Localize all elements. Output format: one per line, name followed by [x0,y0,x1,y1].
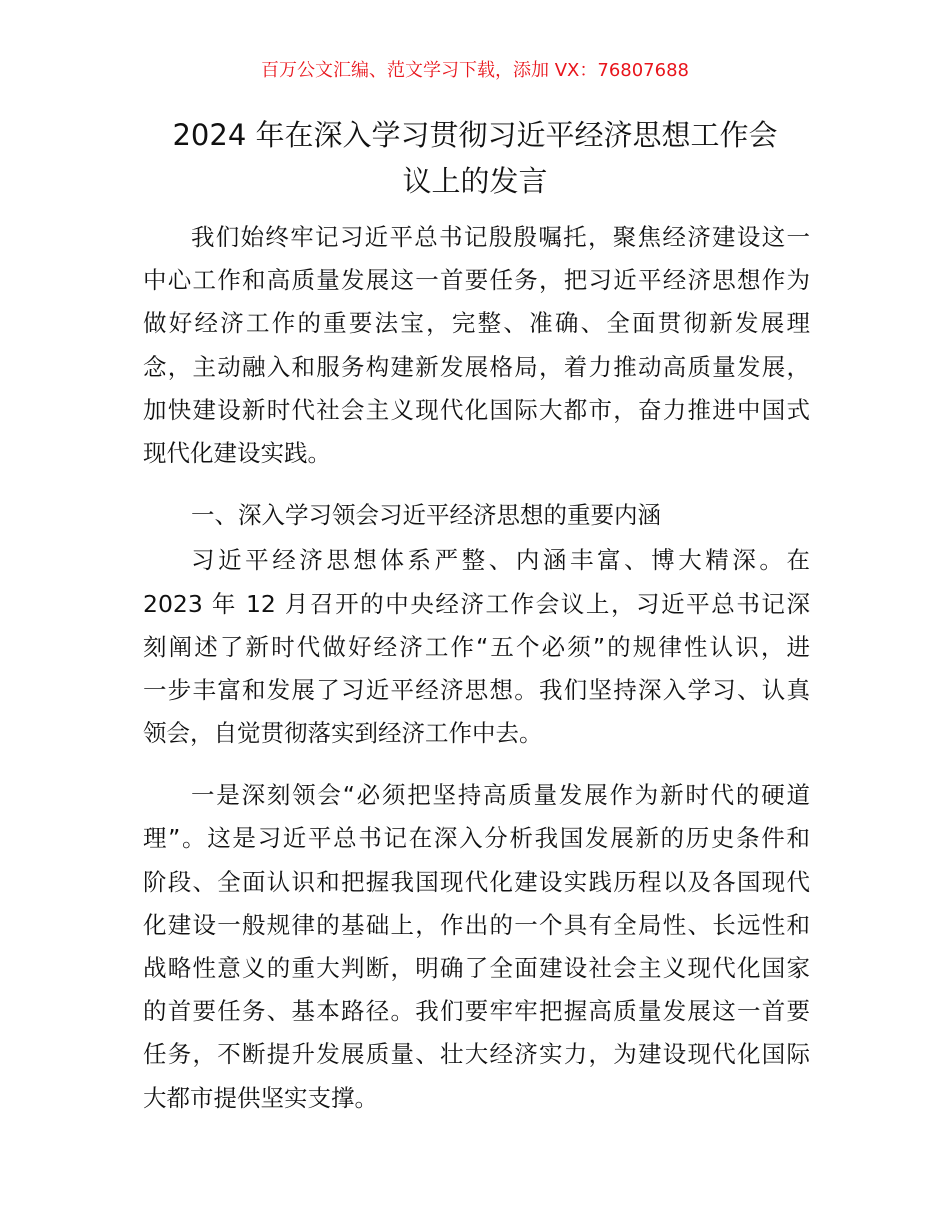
title-line: 议上的发言 [402,164,548,198]
text-line: 加快建设新时代社会主义现代化国际大都市，奋力推进中国式 [143,395,810,424]
text-line: 大都市提供坚实支撑。 [143,1083,378,1112]
section-heading [143,494,810,537]
text-line: 刻阐述了新时代做好经济工作“五个必须”的规律性认识，进 [143,632,810,661]
text-line: 理”。这是习近平总书记在深入分析我国发展新的历史条件和 [143,824,810,853]
text-line: 一是深刻领会“必须把坚持高质量发展作为新时代的硬道 [191,781,810,810]
text-line: 阶段、全面认识和把握我国现代化建设实践历程以及各国现代 [143,867,810,896]
watermark-header: 百万公文汇编、范文学习下载，添加 VX：76807688 [261,60,689,81]
text-line: 的首要任务、基本路径。我们要牢牢把握高质量发展这一首要 [143,997,810,1026]
text-line: 一、深入学习领会习近平经济思想的重要内涵 [191,501,661,530]
document-title [130,112,820,204]
paragraph [143,774,810,1120]
text-line: 任务，不断提升发展质量、壮大经济实力，为建设现代化国际 [143,1040,810,1069]
text-line: 念，主动融入和服务构建新发展格局，着力推动高质量发展， [143,352,810,381]
text-line: 习近平经济思想体系严整、内涵丰富、博大精深。在 [191,546,810,575]
text-line: 战略性意义的重大判断，明确了全面建设社会主义现代化国家 [143,954,810,982]
title-line: 2024 年在深入学习贯彻习近平经济思想工作会 [172,118,778,152]
text-line: 现代化建设实践。 [143,438,331,467]
text-line: 化建设一般规律的基础上，作出的一个具有全局性、长远性和 [143,910,810,939]
text-line: 我们始终牢记习近平总书记殷殷嘱托，聚焦经济建设这一 [191,223,810,251]
paragraph [143,216,810,475]
text-line: 一步丰富和发展了习近平经济思想。我们坚持深入学习、认真 [143,675,810,704]
text-line: 中心工作和高质量发展这一首要任务，把习近平经济思想作为 [143,266,810,295]
paragraph [143,539,810,755]
text-line: 2023 年 12 月召开的中央经济工作会议上，习近平总书记深 [143,589,810,618]
text-line: 做好经济工作的重要法宝，完整、准确、全面贯彻新发展理 [143,309,810,338]
document-body [143,216,810,1139]
text-line: 领会，自觉贯彻落实到经济工作中去。 [143,719,543,748]
